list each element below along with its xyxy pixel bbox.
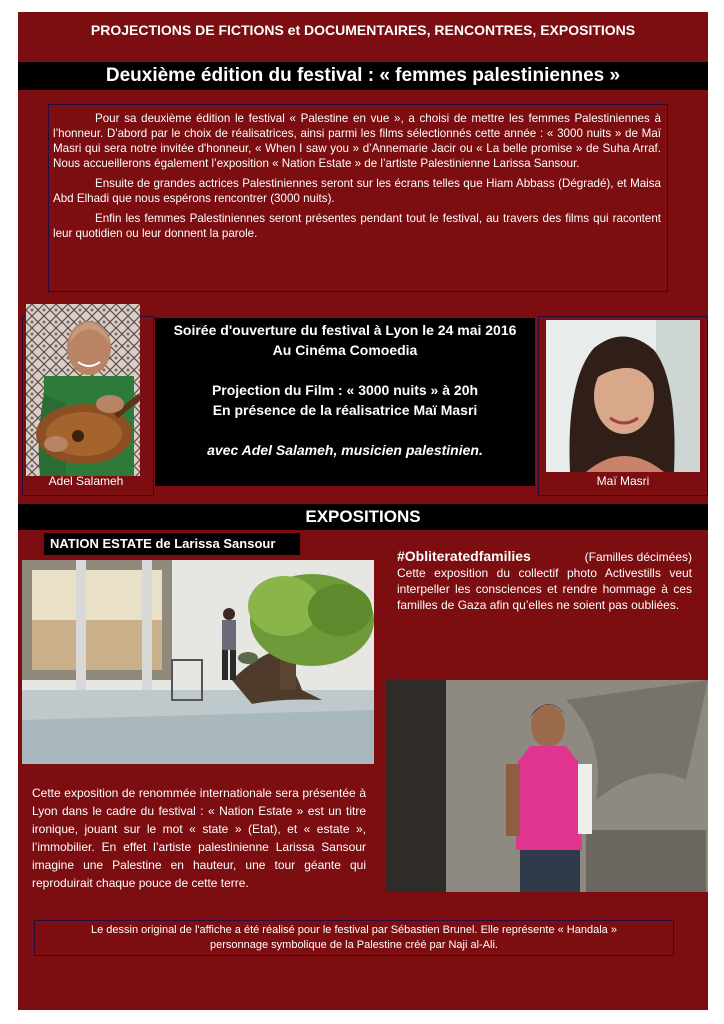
expositions-heading: EXPOSITIONS [18,504,708,530]
poster-page [18,12,708,1010]
opening-musician: avec Adel Salameh, musicien palestinien. [207,442,483,458]
nation-estate-description: Cette exposition de renommée internationale sera présentée à Lyon dans le cadre du festival : « Nation Estate » est un titre ironique, jouant sur le mot « state » (Etat), et « estate », l’immobilier. En effet l’artiste palestinienne Larissa Sansour imagine une Palestine en hauteur, une tour géante qui reproduirait chaque pouce de cette terre. [32,786,366,890]
obliterated-subtitle: (Familles décimées) [584,550,692,564]
top-title: PROJECTIONS DE FICTIONS et DOCUMENTAIRES, RENCONTRES, EXPOSITIONS [90,22,636,38]
nation-estate-image [22,560,374,764]
obliterated-families-photo [386,680,708,892]
opening-date: Soirée d'ouverture du festival à Lyon le 24 mai 2016 [173,322,517,338]
intro-paragraph-2: Ensuite de grandes actrices Palestiniennes seront sur les écrans telles que Hiam Abbass (Dégradé), et Maisa Abd Elhadi que nous espérons rencontrer (3000 nuits). [53,177,661,205]
caption-adel-salameh: Adel Salameh [48,474,124,488]
obliterated-hashtag: #Obliteratedfamilies [397,548,531,564]
intro-box [48,104,668,292]
opening-director: En présence de la réalisatrice Maï Masri [212,402,478,418]
footer-line-1: Le dessin original de l'affiche a été réalisé pour le festival par Sébastien Brunel. Elle représente « Handala » [91,924,617,936]
obliterated-description: Cette exposition du collectif photo Activestills veut interpeller les consciences et rendre hommage à ces familles de Gaza afin qu’elles ne soient pas oubliées. [397,566,692,612]
footer-credit [34,920,674,956]
mai-masri-photo [546,320,700,472]
intro-paragraph-1: Pour sa deuxième édition le festival « Palestine en vue », a choisi de mettre les femmes Palestiniennes à l’honneur. D'abord par le choix de réalisatrices, ainsi parmi les films sélectionnés cette année : « 3000 nuits » de Maï Masri qui sera notre invitée d'honneur, « When I saw you » d’Annemarie Jacir ou « La belle promise » de Suha Arraf. Nous accueillerons également l’exposition « Nation Estate » de l’artiste Palestinienne Larissa Sansour. [53,112,661,170]
opening-cinema: Au Cinéma Comoedia [272,342,418,358]
intro-paragraph-3: Enfin les femmes Palestiniennes seront présentes pendant tout le festival, au travers des films qui racontent leur quotidien ou leur donnent la parole. [53,212,661,240]
obliterated-families-block [397,548,692,613]
adel-salameh-photo [26,304,140,476]
caption-mai-masri: Maï Masri [596,474,650,488]
nation-estate-label: NATION ESTATE de Larissa Sansour [44,533,300,555]
festival-heading: Deuxième édition du festival : « femmes palestiniennes » [18,62,708,90]
opening-film: Projection du Film : « 3000 nuits » à 20h [211,382,479,398]
obliterated-title-line [397,548,692,565]
footer-line-2: personnage symbolique de la Palestine créé par Naji al-Ali. [210,939,498,951]
opening-night-box [155,318,535,486]
